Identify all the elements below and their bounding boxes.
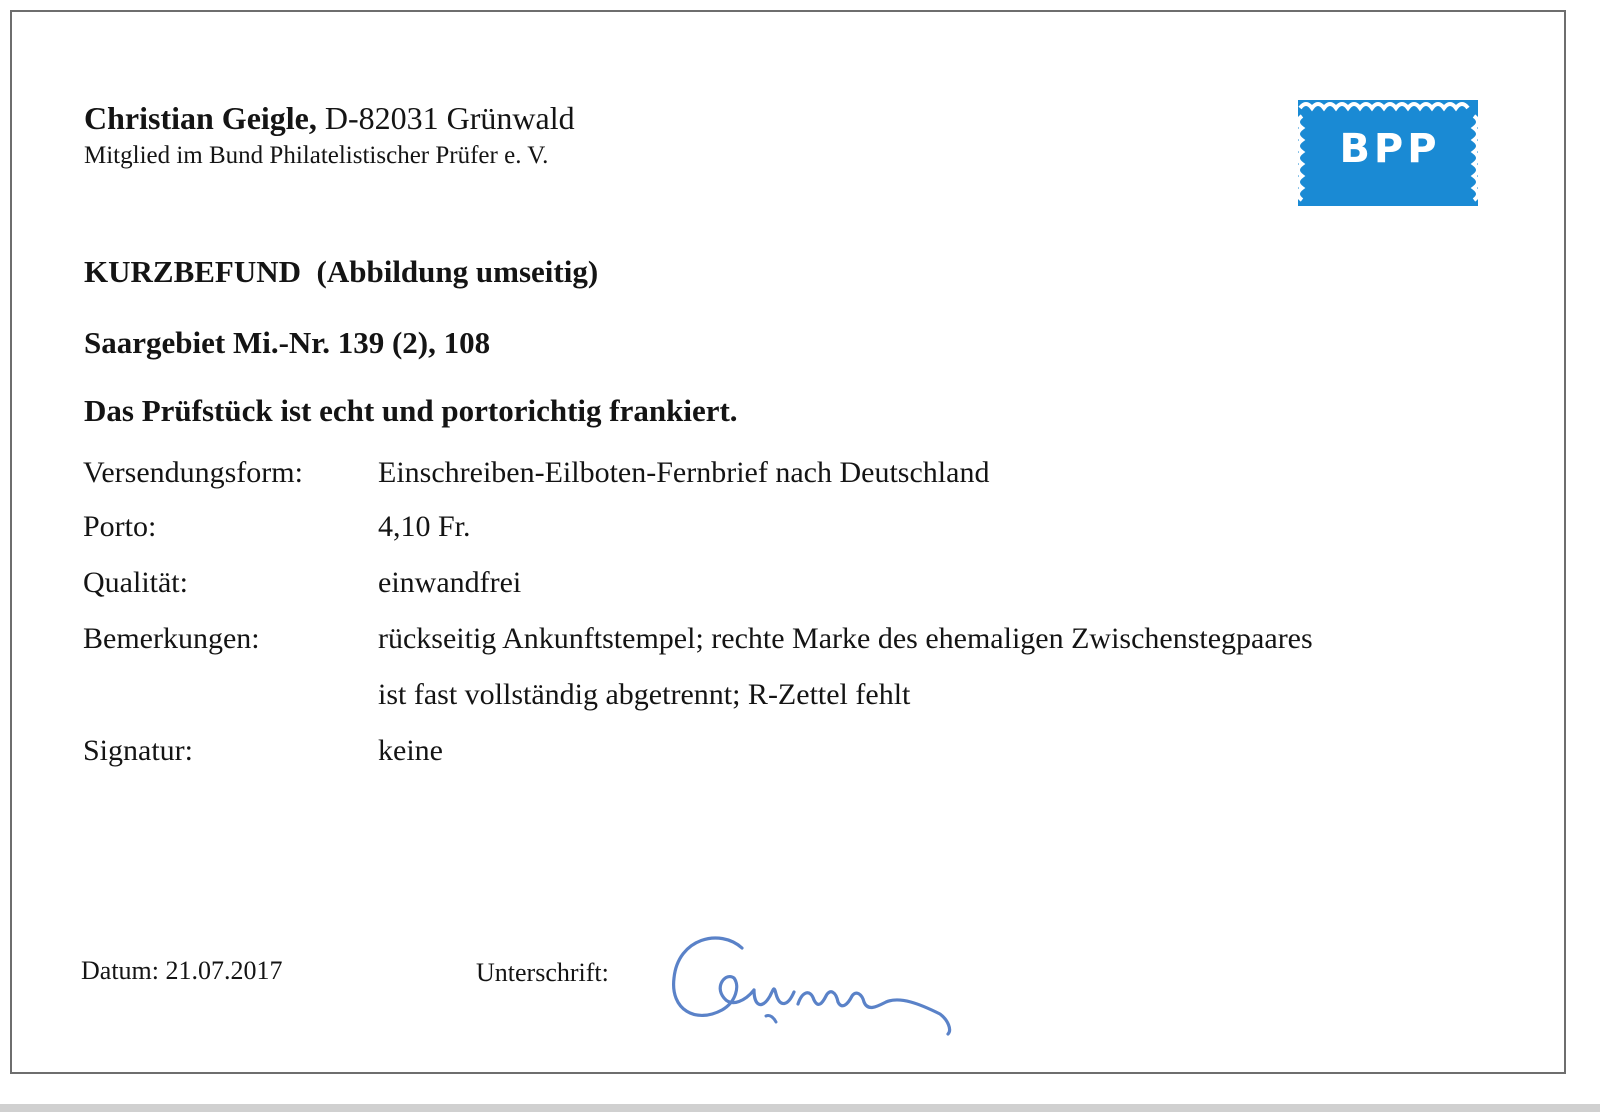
field-label-versendungsform: Versendungsform: — [83, 456, 303, 489]
scan-edge — [0, 1104, 1600, 1112]
field-value-versendungsform: Einschreiben-Eilboten-Fernbrief nach Deutschland — [378, 456, 990, 489]
signature-label: Unterschrift: — [476, 958, 609, 987]
field-value-signatur: keine — [378, 734, 443, 767]
membership-line: Mitglied im Bund Philatelistischer Prüfer e. V. — [84, 142, 549, 169]
field-label-porto: Porto: — [83, 510, 157, 543]
bpp-stamp-logo-icon — [1292, 96, 1484, 206]
field-label-bemerkungen: Bemerkungen: — [83, 622, 260, 655]
field-value-qualitaet: einwandfrei — [378, 566, 522, 599]
examiner-name: Christian Geigle, D-82031 Grünwald — [84, 100, 575, 136]
report-subject: Saargebiet Mi.-Nr. 139 (2), 108 — [84, 325, 491, 360]
handwritten-signature-icon — [670, 920, 980, 1060]
field-value-porto: 4,10 Fr. — [378, 510, 471, 543]
field-value-bemerkungen-line2: ist fast vollständig abgetrennt; R-Zettel fehlt — [378, 678, 911, 711]
date-line: Datum: 21.07.2017 — [81, 956, 283, 985]
bpp-logo-text: BPP — [1339, 126, 1441, 172]
field-value-bemerkungen: rückseitig Ankunftstempel; rechte Marke des ehemaligen Zwischenstegpaares — [378, 622, 1313, 655]
field-label-qualitaet: Qualität: — [83, 566, 188, 599]
field-label-signatur: Signatur: — [83, 734, 193, 767]
report-verdict: Das Prüfstück ist echt und portorichtig frankiert. — [84, 393, 738, 428]
report-heading: KURZBEFUND (Abbildung umseitig) — [84, 254, 599, 289]
